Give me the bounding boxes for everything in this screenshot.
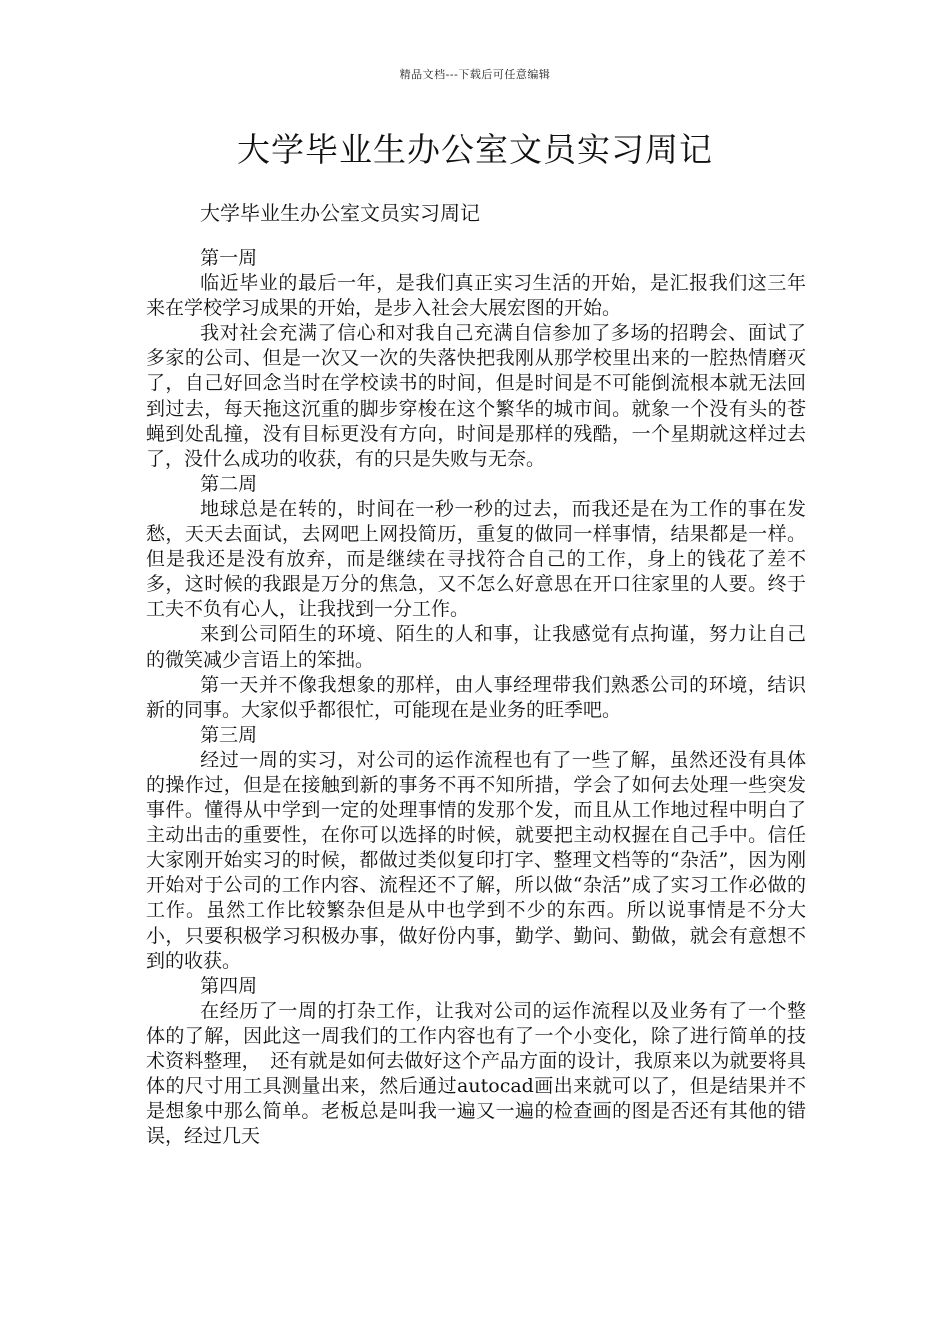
header-note: 精品文档---下载后可任意编辑 bbox=[399, 68, 551, 81]
paragraph: 来到公司陌生的环境、陌生的人和事，让我感觉有点拘谨，努力让自己的微笑减少言语上的笨拙。 bbox=[146, 623, 806, 671]
paragraph: 在经历了一周的打杂工作，让我对公司的运作流程以及业务有了一个整体的了解，因此这一周我们的工作内容也有了一个小变化，除了进行简单的技术资料整理， 还有就是如何去做好这个产品方面的设计，我原来以为就要将具体的尺寸用工具测量出来，然后通过autocad画出来就可以了，但是结果并不是想象中那么简单。老板总是叫我一遍又一遍的检查画的图是否还有其他的错误，经过几天 bbox=[146, 999, 806, 1148]
page-subtitle: 大学毕业生办公室文员实习周记 bbox=[200, 201, 480, 225]
week-heading: 第二周 bbox=[200, 472, 258, 495]
paragraph: 第一天并不像我想象的那样，由人事经理带我们熟悉公司的环境，结识新的同事。大家似乎都很忙，可能现在是业务的旺季吧。 bbox=[146, 673, 806, 721]
paragraph: 地球总是在转的，时间在一秒一秒的过去，而我还是在为工作的事在发愁，天天去面试，去网吧上网投简历，重复的做同一样事情，结果都是一样。但是我还是没有放弃，而是继续在寻找符合自己的工作，身上的钱花了差不多，这时候的我跟是万分的焦急，又不怎么好意思在开口往家里的人要。终于工夫不负有心人，让我找到一分工作。 bbox=[146, 497, 806, 621]
paragraph: 临近毕业的最后一年，是我们真正实习生活的开始，是汇报我们这三年来在学校学习成果的开始，是步入社会大展宏图的开始。 bbox=[146, 272, 806, 320]
week-heading: 第三周 bbox=[200, 723, 258, 746]
paragraph: 经过一周的实习，对公司的运作流程也有了一些了解，虽然还没有具体的操作过，但是在接触到新的事务不再不知所措，学会了如何去处理一些突发事件。懂得从中学到一定的处理事情的发那个发，而且从工作地过程中明白了主动出击的重要性，在你可以选择的时候，就要把主动权握在自己手中。信任大家刚开始实习的时候，都做过类似复印打字、整理文档等的“杂活”，因为刚开始对于公司的工作内容、流程还不了解，所以做“杂活”成了实习工作必做的工作。虽然工作比较繁杂但是从中也学到不少的东西。所以说事情是不分大小，只要积极学习积极办事，做好份内事，勤学、勤问、勤做，就会有意想不到的收获。 bbox=[146, 748, 806, 972]
document-body bbox=[146, 246, 806, 1149]
week-heading: 第四周 bbox=[200, 974, 258, 997]
week-heading: 第一周 bbox=[200, 247, 258, 269]
page-title: 大学毕业生办公室文员实习周记 bbox=[237, 130, 713, 169]
paragraph: 我对社会充满了信心和对我自己充满自信参加了多场的招聘会、面试了多家的公司、但是一次又一次的失落快把我刚从那学校里出来的一腔热情磨灭了，自己好回念当时在学校读书的时间，但是时间是不可能倒流根本就无法回到过去，每天拖这沉重的脚步穿梭在这个繁华的城市间。就象一个没有头的苍蝇到处乱撞，没有目标更没有方向，时间是那样的残酷，一个星期就这样过去了，没什么成功的收获，有的只是失败与无奈。 bbox=[146, 322, 806, 470]
